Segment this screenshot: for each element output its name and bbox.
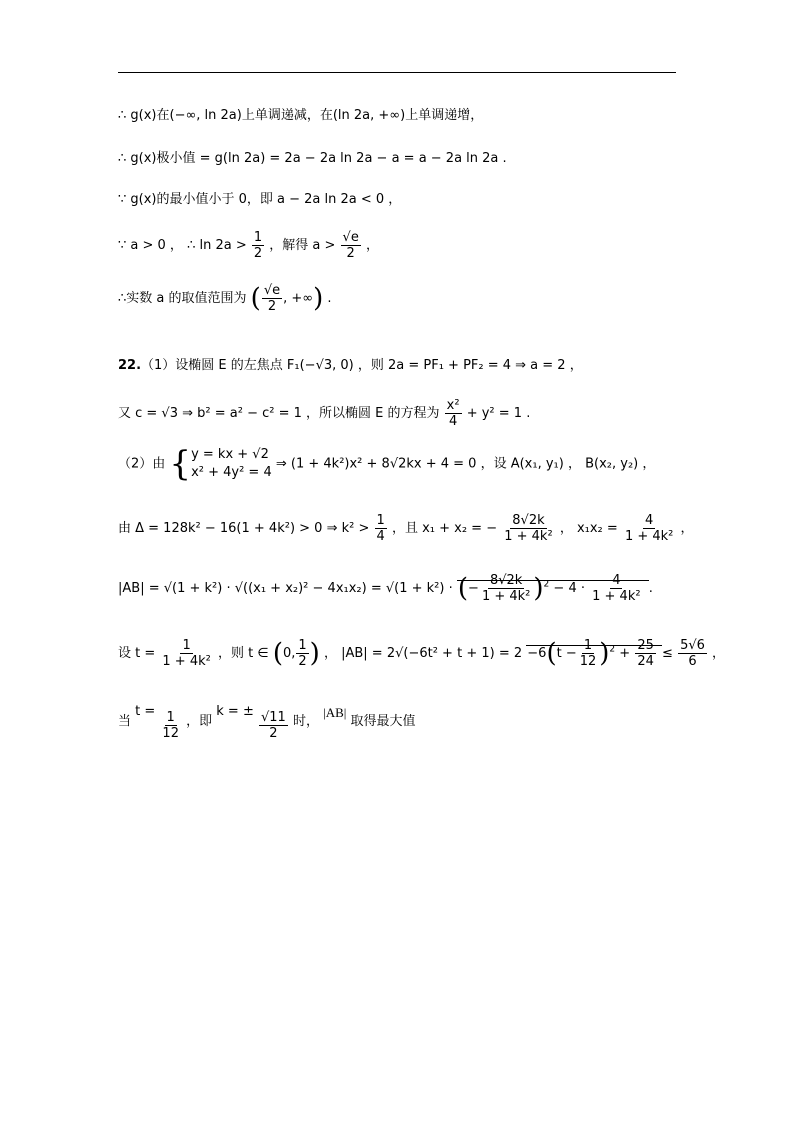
- frac-num: 1: [166, 710, 175, 725]
- frac-num: √11: [260, 710, 286, 725]
- text-sub-5: ，: [712, 646, 726, 661]
- paren-left: (: [457, 573, 469, 604]
- frac-num: 1: [376, 513, 385, 528]
- paren-right: ): [533, 573, 544, 604]
- frac-den: 2: [269, 726, 278, 741]
- line-monotonic: [118, 107, 483, 125]
- system-eq-1: y = kx + √2: [191, 447, 269, 462]
- line-solve-a: [118, 230, 379, 261]
- text-chord-2: − 4 ·: [553, 581, 585, 596]
- fraction-t-value: [160, 710, 181, 741]
- frac-num: 1: [583, 638, 593, 653]
- exponent-2: 2: [543, 579, 550, 590]
- paren-right: ): [599, 638, 610, 669]
- fraction-one-half: [252, 230, 264, 261]
- paren-left: (: [546, 638, 557, 669]
- frac-den: 12: [162, 726, 179, 741]
- question-number: 22.: [118, 358, 142, 373]
- text-chord-1: |AB| = √(1 + k²) · √((x₁ + x₂)² − 4x₁x₂) = √(1 + k²) ·: [118, 581, 453, 596]
- frac-den: 1 + 4k²: [504, 529, 553, 544]
- paren-left: (: [250, 283, 261, 314]
- fraction-max-value: [678, 638, 707, 669]
- fraction-one-quarter: [375, 513, 387, 544]
- text-sub-1: 设 t =: [118, 646, 156, 661]
- fraction-one-twelfth: [578, 638, 599, 669]
- line-range-a: [118, 283, 332, 314]
- frac-num: x²: [446, 398, 460, 413]
- frac-num: 1: [298, 638, 307, 653]
- text-min-less-zero: ∵ g(x)的最小值小于 0，即 a − 2a ln 2a < 0 ，: [118, 192, 402, 207]
- frac-den: 2: [346, 246, 355, 261]
- system-eq-2: x² + 4y² = 4: [191, 465, 272, 480]
- fraction-interval-end: [296, 638, 308, 669]
- text-at: 时，: [292, 714, 319, 729]
- fraction-k-value: [259, 710, 288, 741]
- line-chord-length: [118, 573, 653, 604]
- text-attains-max: 取得最大值: [350, 714, 416, 729]
- frac-num: 25: [637, 638, 654, 653]
- frac-num: 4: [612, 573, 621, 588]
- fraction-sqrt-e-over-2: [341, 230, 361, 261]
- frac-den: 24: [637, 654, 654, 669]
- text-disc-4: ，: [680, 521, 694, 536]
- text-solve-a-2: ，解得 a >: [269, 238, 336, 253]
- text-disc-2: ，且 x₁ + x₂ = −: [391, 521, 498, 536]
- line-q22-part1: [118, 357, 583, 375]
- brace-left: {: [169, 444, 192, 484]
- line-substitute-t: [118, 638, 725, 669]
- frac-num: √e: [263, 283, 281, 298]
- frac-den: 4: [376, 529, 385, 544]
- frac-den: 6: [688, 654, 697, 669]
- sqrt-completed-square: [526, 638, 662, 669]
- text-monotonic: ∴ g(x)在(−∞, ln 2a)上单调递减，在(ln 2a, +∞)上单调递增，: [118, 108, 484, 123]
- line-conclusion: [118, 703, 416, 741]
- line-system: [118, 446, 655, 482]
- fraction-t-def: [160, 638, 212, 669]
- text-disc-3: ， x₁x₂ =: [559, 521, 618, 536]
- exponent-2: 2: [609, 644, 616, 655]
- text-min-value: ∴ g(x)极小值 = g(ln 2a) = 2a − 2a ln 2a − a = a − 2a ln 2a .: [118, 151, 507, 166]
- frac-den: 12: [579, 654, 597, 669]
- minus-sign: −: [468, 581, 479, 596]
- frac-den: 1 + 4k²: [481, 589, 531, 604]
- text-ellipse-eq-2: + y² = 1 .: [466, 406, 531, 421]
- frac-den: 1 + 4k²: [162, 654, 211, 669]
- text-sub-4: ≤: [662, 646, 673, 661]
- text-range-a: ∴实数 a 的取值范围为: [118, 291, 247, 306]
- text-system-post: ⇒ (1 + 4k²)x² + 8√2kx + 4 = 0 ，设 A(x₁, y₁) ， B(x₂, y₂) ，: [275, 456, 656, 472]
- text-solve-a-1: ∵ a > 0 ， ∴ ln 2a >: [118, 238, 247, 253]
- text-ie: ，即: [186, 714, 213, 729]
- paren-right: ): [313, 283, 324, 314]
- text-sub-3: ， |AB| = 2√(−6t² + t + 1) = 2: [323, 646, 523, 661]
- plus-sign: +: [619, 646, 631, 661]
- text-chord-3: .: [648, 581, 653, 596]
- text-when: 当: [118, 714, 132, 729]
- text-ab: |AB|: [323, 705, 347, 720]
- fraction-ab-2: [590, 573, 642, 604]
- range-tail: , +∞: [283, 291, 314, 306]
- k-equals: k = ±: [216, 704, 254, 719]
- fraction-product-roots: [623, 513, 675, 544]
- text-disc-1: 由 Δ = 128k² − 16(1 + 4k²) > 0 ⇒ k² >: [118, 521, 370, 536]
- fraction-sum-roots: [502, 513, 554, 544]
- line-min-value: [118, 150, 507, 168]
- frac-num: 5√6: [680, 638, 705, 653]
- inner-lead: −6: [527, 646, 547, 661]
- t-equals: t =: [135, 704, 156, 719]
- frac-num: √e: [342, 230, 359, 245]
- frac-num: 1: [182, 638, 191, 653]
- frac-den: 2: [298, 654, 307, 669]
- text-ellipse-eq-1: 又 c = √3 ⇒ b² = a² − c² = 1 ，所以椭圆 E 的方程为: [118, 406, 440, 421]
- text-part1: （1）设椭圆 E 的左焦点 F₁(−√3, 0) ，则 2a = PF₁ + PF₂ = 4 ⇒ a = 2 ，: [141, 358, 583, 373]
- interval-lead: 0,: [282, 646, 296, 661]
- frac-den: 4: [448, 414, 458, 429]
- frac-num: 8√2k: [512, 513, 545, 528]
- sqrt-expression: [457, 573, 649, 604]
- frac-den: 1 + 4k²: [624, 529, 674, 544]
- equation-system: [191, 446, 272, 482]
- frac-den: 1 + 4k²: [592, 589, 641, 604]
- fraction-range: [262, 283, 282, 314]
- text-system-pre: （2）由: [118, 456, 166, 472]
- line-min-less-zero: [118, 191, 401, 209]
- paren-right: ): [309, 638, 320, 669]
- header-rule: [118, 72, 676, 73]
- paren-left: (: [272, 638, 283, 669]
- frac-num: 4: [645, 513, 654, 528]
- frac-den: 2: [267, 299, 277, 314]
- frac-num: 1: [253, 230, 263, 245]
- fraction-ab-1: [480, 573, 532, 604]
- inner-t: t −: [556, 646, 577, 661]
- text-period: .: [327, 291, 332, 306]
- line-ellipse-eq: [118, 398, 530, 429]
- text-sub-2: ，则 t ∈: [218, 646, 269, 661]
- frac-num: 8√2k: [489, 573, 523, 588]
- fraction-25-24: [635, 638, 656, 669]
- line-discriminant: [118, 513, 694, 544]
- text-solve-a-3: ，: [365, 238, 379, 253]
- frac-den: 2: [253, 246, 263, 261]
- fraction-x2-over-4: [445, 398, 462, 429]
